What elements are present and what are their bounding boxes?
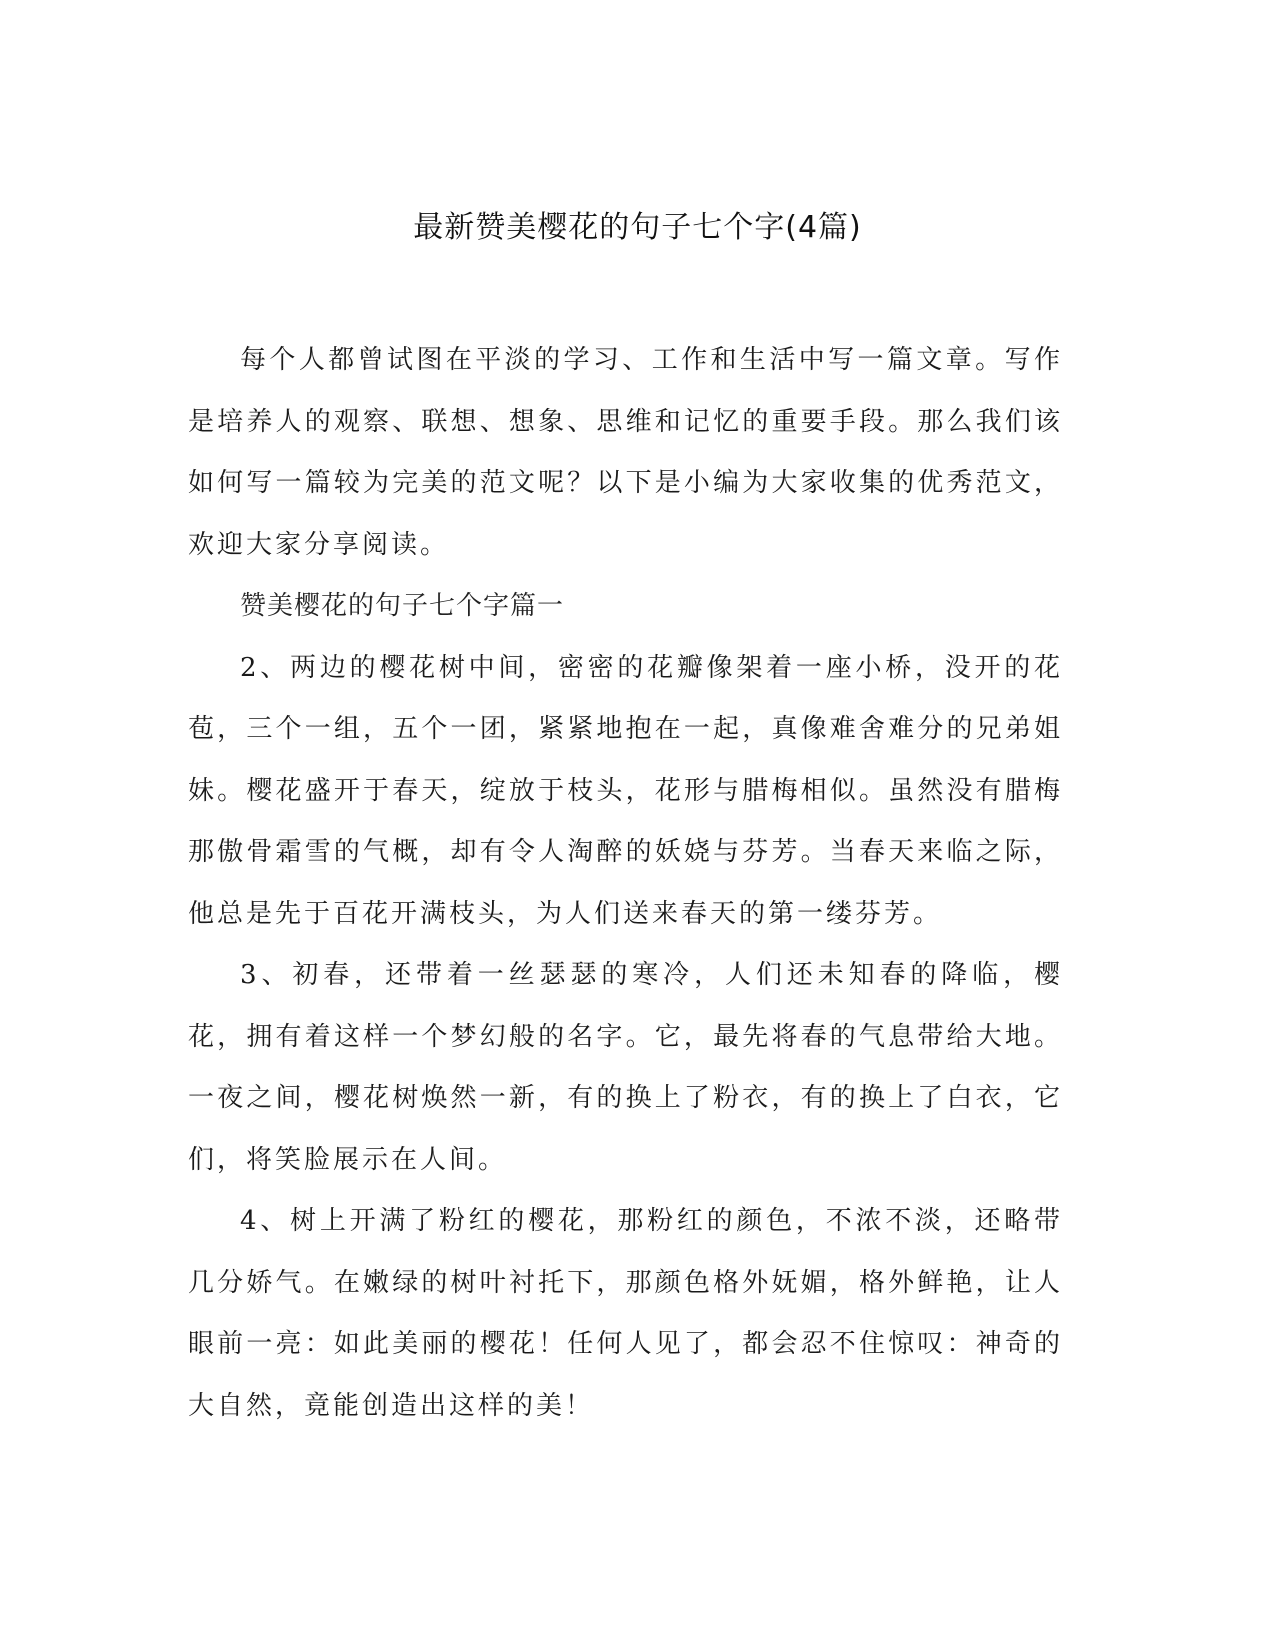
paragraph-item-4: 4、树上开满了粉红的樱花，那粉红的颜色，不浓不淡，还略带几分娇气。在嫩绿的树叶衬托下，那颜色格外妩媚，格外鲜艳，让人眼前一亮：如此美丽的樱花！任何人见了，都会忍不住惊叹：神奇的大自然，竟能创造出这样的美！ (188, 1206, 1063, 1421)
paragraph-item-3: 3、初春，还带着一丝瑟瑟的寒冷，人们还未知春的降临，樱花，拥有着这样一个梦幻般的名字。它，最先将春的气息带给大地。一夜之间，樱花树焕然一新，有的换上了粉衣，有的换上了白衣，它们，将笑脸展示在人间。 (188, 960, 1063, 1175)
section-heading: 赞美樱花的句子七个字篇一 (240, 591, 565, 621)
document-title: 最新赞美樱花的句子七个字(4篇) (413, 210, 862, 245)
document-body (188, 330, 1063, 1437)
paragraph-item-2: 2、两边的樱花树中间，密密的花瓣像架着一座小桥，没开的花苞，三个一组，五个一团，紧紧地抱在一起，真像难舍难分的兄弟姐妹。樱花盛开于春天，绽放于枝头，花形与腊梅相似。虽然没有腊梅那傲骨霜雪的气概，却有令人淘醉的妖娆与芬芳。当春天来临之际，他总是先于百花开满枝头，为人们送来春天的第一缕芬芳。 (188, 652, 1063, 929)
intro-paragraph: 每个人都曾试图在平淡的学习、工作和生活中写一篇文章。写作是培养人的观察、联想、想象、思维和记忆的重要手段。那么我们该如何写一篇较为完美的范文呢？以下是小编为大家收集的优秀范文，欢迎大家分享阅读。 (188, 345, 1063, 560)
